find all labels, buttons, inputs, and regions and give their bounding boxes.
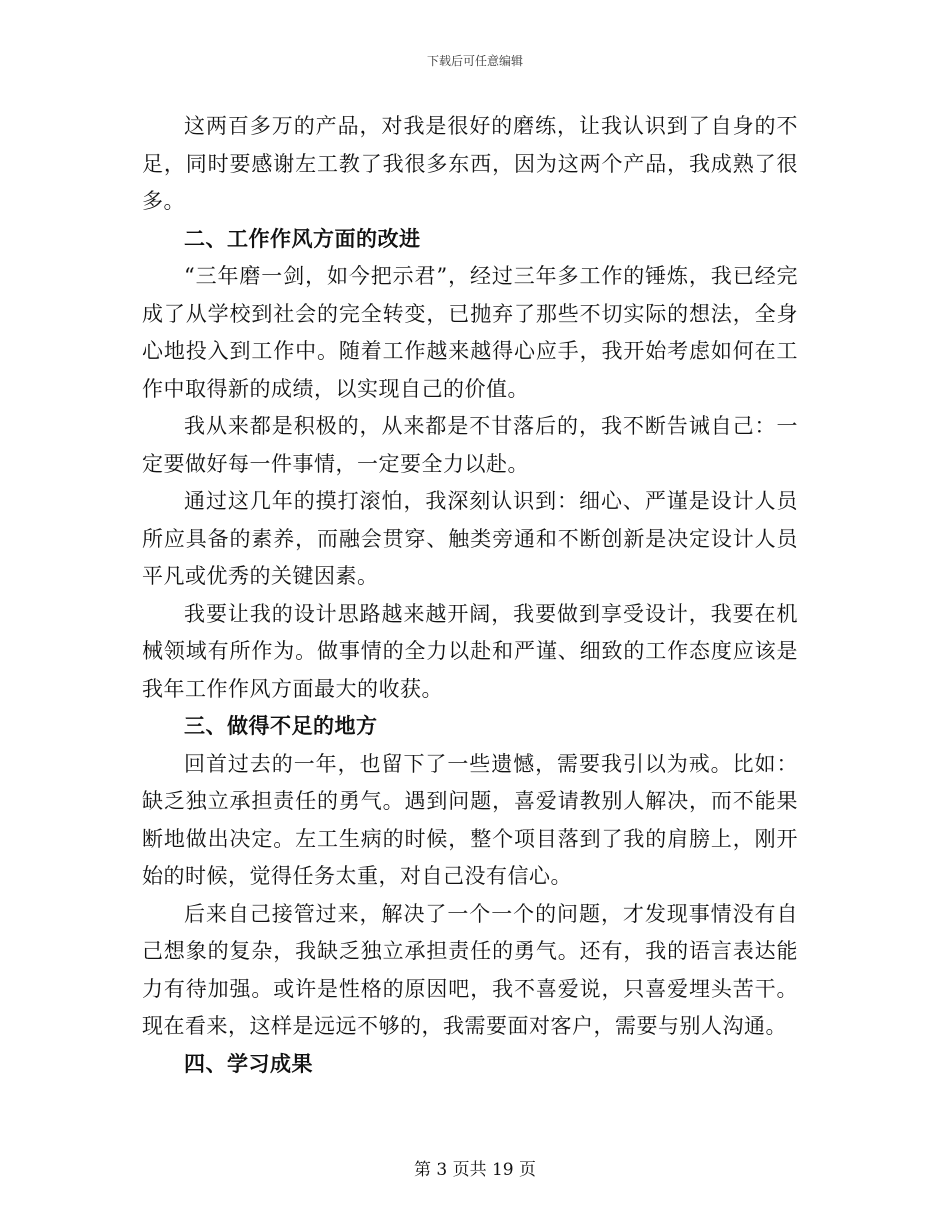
paragraph-5: 我要让我的设计思路越来越开阔，我要做到享受设计，我要在机械领域有所作为。做事情的全力以赴和严谨、细致的工作态度应该是我年工作作风方面最大的收获。 [142, 601, 798, 701]
document-body [142, 108, 798, 1083]
paragraph-1: 这两百多万的产品，对我是很好的磨练，让我认识到了自身的不足，同时要感谢左工教了我很多东西，因为这两个产品，我成熟了很多。 [142, 114, 798, 213]
section-heading-4: 四、学习成果 [184, 1051, 313, 1076]
section-heading-3: 三、做得不足的地方 [184, 714, 378, 738]
page-number: 第 3 页共 19 页 [413, 1160, 537, 1180]
page-header: 下载后可任意编辑 [426, 54, 523, 68]
paragraph-2: “三年磨一剑，如今把示君”，经过三年多工作的锤炼，我已经完成了从学校到社会的完全转变，已抛弃了那些不切实际的想法，全身心地投入到工作中。随着工作越来越得心应手，我开始考虑如何在工作中取得新的成绩，以实现自己的价值。 [142, 264, 798, 401]
paragraph-6: 回首过去的一年，也留下了一些遗憾，需要我引以为戒。比如：缺乏独立承担责任的勇气。遇到问题，喜爱请教别人解决，而不能果断地做出决定。左工生病的时候，整个项目落到了我的肩膀上，刚开始的时候，觉得任务太重，对自己没有信心。 [142, 751, 798, 888]
paragraph-4: 通过这几年的摸打滚怕，我深刻认识到：细心、严谨是设计人员所应具备的素养，而融会贯穿、触类旁通和不断创新是决定设计人员平凡或优秀的关键因素。 [142, 489, 798, 588]
section-heading-2: 二、工作作风方面的改进 [184, 226, 421, 251]
paragraph-3: 我从来都是积极的，从来都是不甘落后的，我不断告诫自己：一定要做好每一件事情，一定要全力以赴。 [142, 414, 798, 476]
paragraph-7: 后来自己接管过来，解决了一个一个的问题，才发现事情没有自己想象的复杂，我缺乏独立承担责任的勇气。还有，我的语言表达能力有待加强。或许是性格的原因吧，我不喜爱说，只喜爱埋头苦干。现在看来，这样是远远不够的，我需要面对客户，需要与别人沟通。 [142, 901, 798, 1038]
